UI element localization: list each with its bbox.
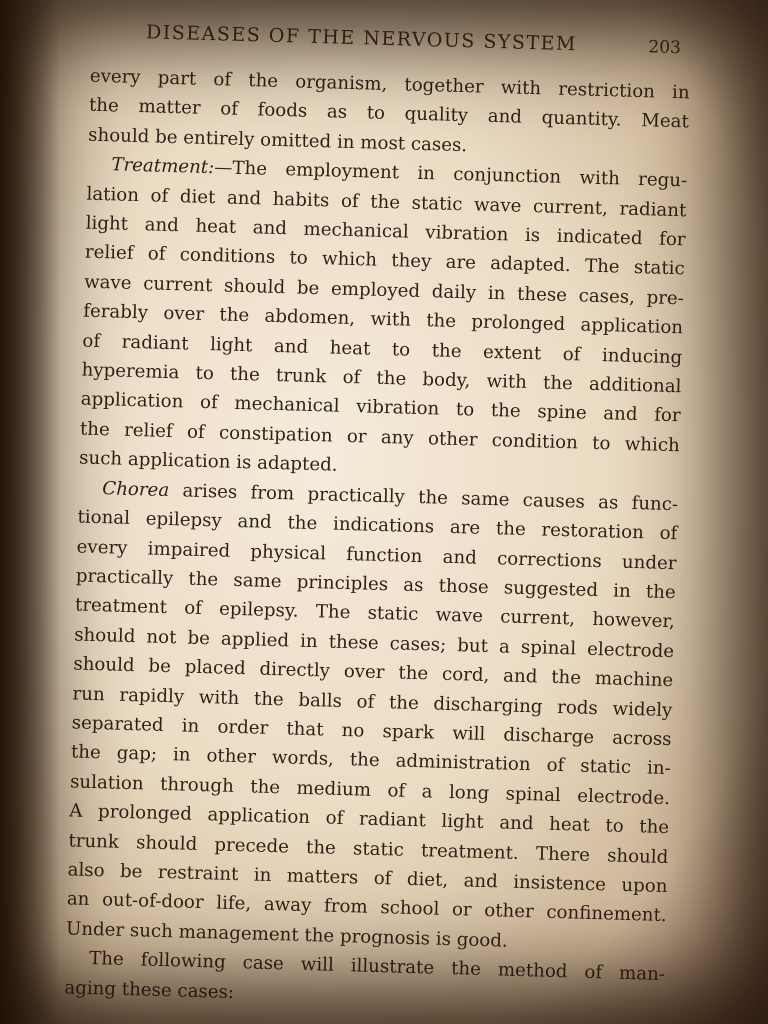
text-line: light and heat and mechanical vibration is indicated for — [85, 212, 686, 251]
text-line: Chorea arises from practically the same causes as func- — [102, 477, 679, 515]
book-page — [64, 12, 691, 1018]
text-line: every part of the organism, together with restriction in — [89, 65, 690, 104]
text-line: of radiant light and heat to the extent of inducing — [82, 330, 683, 368]
text-line: ferably over the abdomen, with the prolonged application — [82, 300, 684, 339]
text-line: application of mechanical vibration to the spine and for — [80, 389, 681, 427]
text-line: treatment of epilepsy. The static wave current, however, — [74, 594, 676, 633]
text-line: separated in order that no spark will discharge across — [71, 712, 672, 751]
text-line: sulation through the medium of a long spinal electrode. — [69, 771, 671, 809]
running-title: DISEASES OF THE NERVOUS SYSTEM — [145, 21, 578, 56]
text-line: tional epilepsy and the indications are the restoration of — [77, 506, 678, 545]
text-line: practically the same principles as those suggested in the — [75, 565, 676, 604]
text-line: wave current should be employed daily in these cases, pre- — [83, 271, 685, 310]
text-line: should not be applied in these cases; but a spinal electrode — [73, 624, 675, 662]
text-line: Treatment:—The employment in conjunction with regu- — [111, 154, 688, 192]
treatment-heading: Treatment: — [111, 154, 215, 179]
text-line: should be entirely omitted in most cases. — [87, 124, 468, 157]
text-line: the relief of constipation or any other condition to which — [79, 418, 681, 457]
page-body — [64, 62, 690, 1019]
text-line: every impaired physical function and corrections under — [76, 535, 677, 574]
text-line: such application is adapted. — [78, 447, 338, 477]
text-line: Under such management the prognosis is good. — [65, 918, 508, 952]
text-line: an out-of-door life, away from school or other confinement. — [66, 888, 667, 927]
text-line: the matter of foods as to quality and quantity. Meat — [88, 95, 690, 133]
chorea-heading: Chorea — [102, 477, 170, 501]
text-line: trunk should precede the static treatment. There should — [68, 829, 669, 868]
page-number: 203 — [648, 37, 682, 59]
text-line: The following case will illustrate the method of man- — [88, 948, 666, 986]
text-line: lation of diet and habits of the static wave current, radiant — [86, 183, 687, 222]
text-line: should be placed directly over the cord, and the machine — [73, 653, 674, 692]
text-line: A prolonged application of radiant light and heat to the — [69, 800, 670, 839]
text-line: relief of conditions to which they are adapted. The static — [84, 242, 685, 280]
text-line: aging these cases: — [64, 976, 235, 1003]
text-line: also be restraint in matters of diet, and insistence upon — [67, 859, 668, 898]
text-line: the gap; in other words, the administration of static in- — [70, 741, 672, 780]
text-line: run rapidly with the balls of the discharging rods widely — [72, 682, 673, 721]
binding-shadow — [0, 0, 60, 1024]
text-line: hyperemia to the trunk of the body, with the additional — [81, 359, 682, 398]
